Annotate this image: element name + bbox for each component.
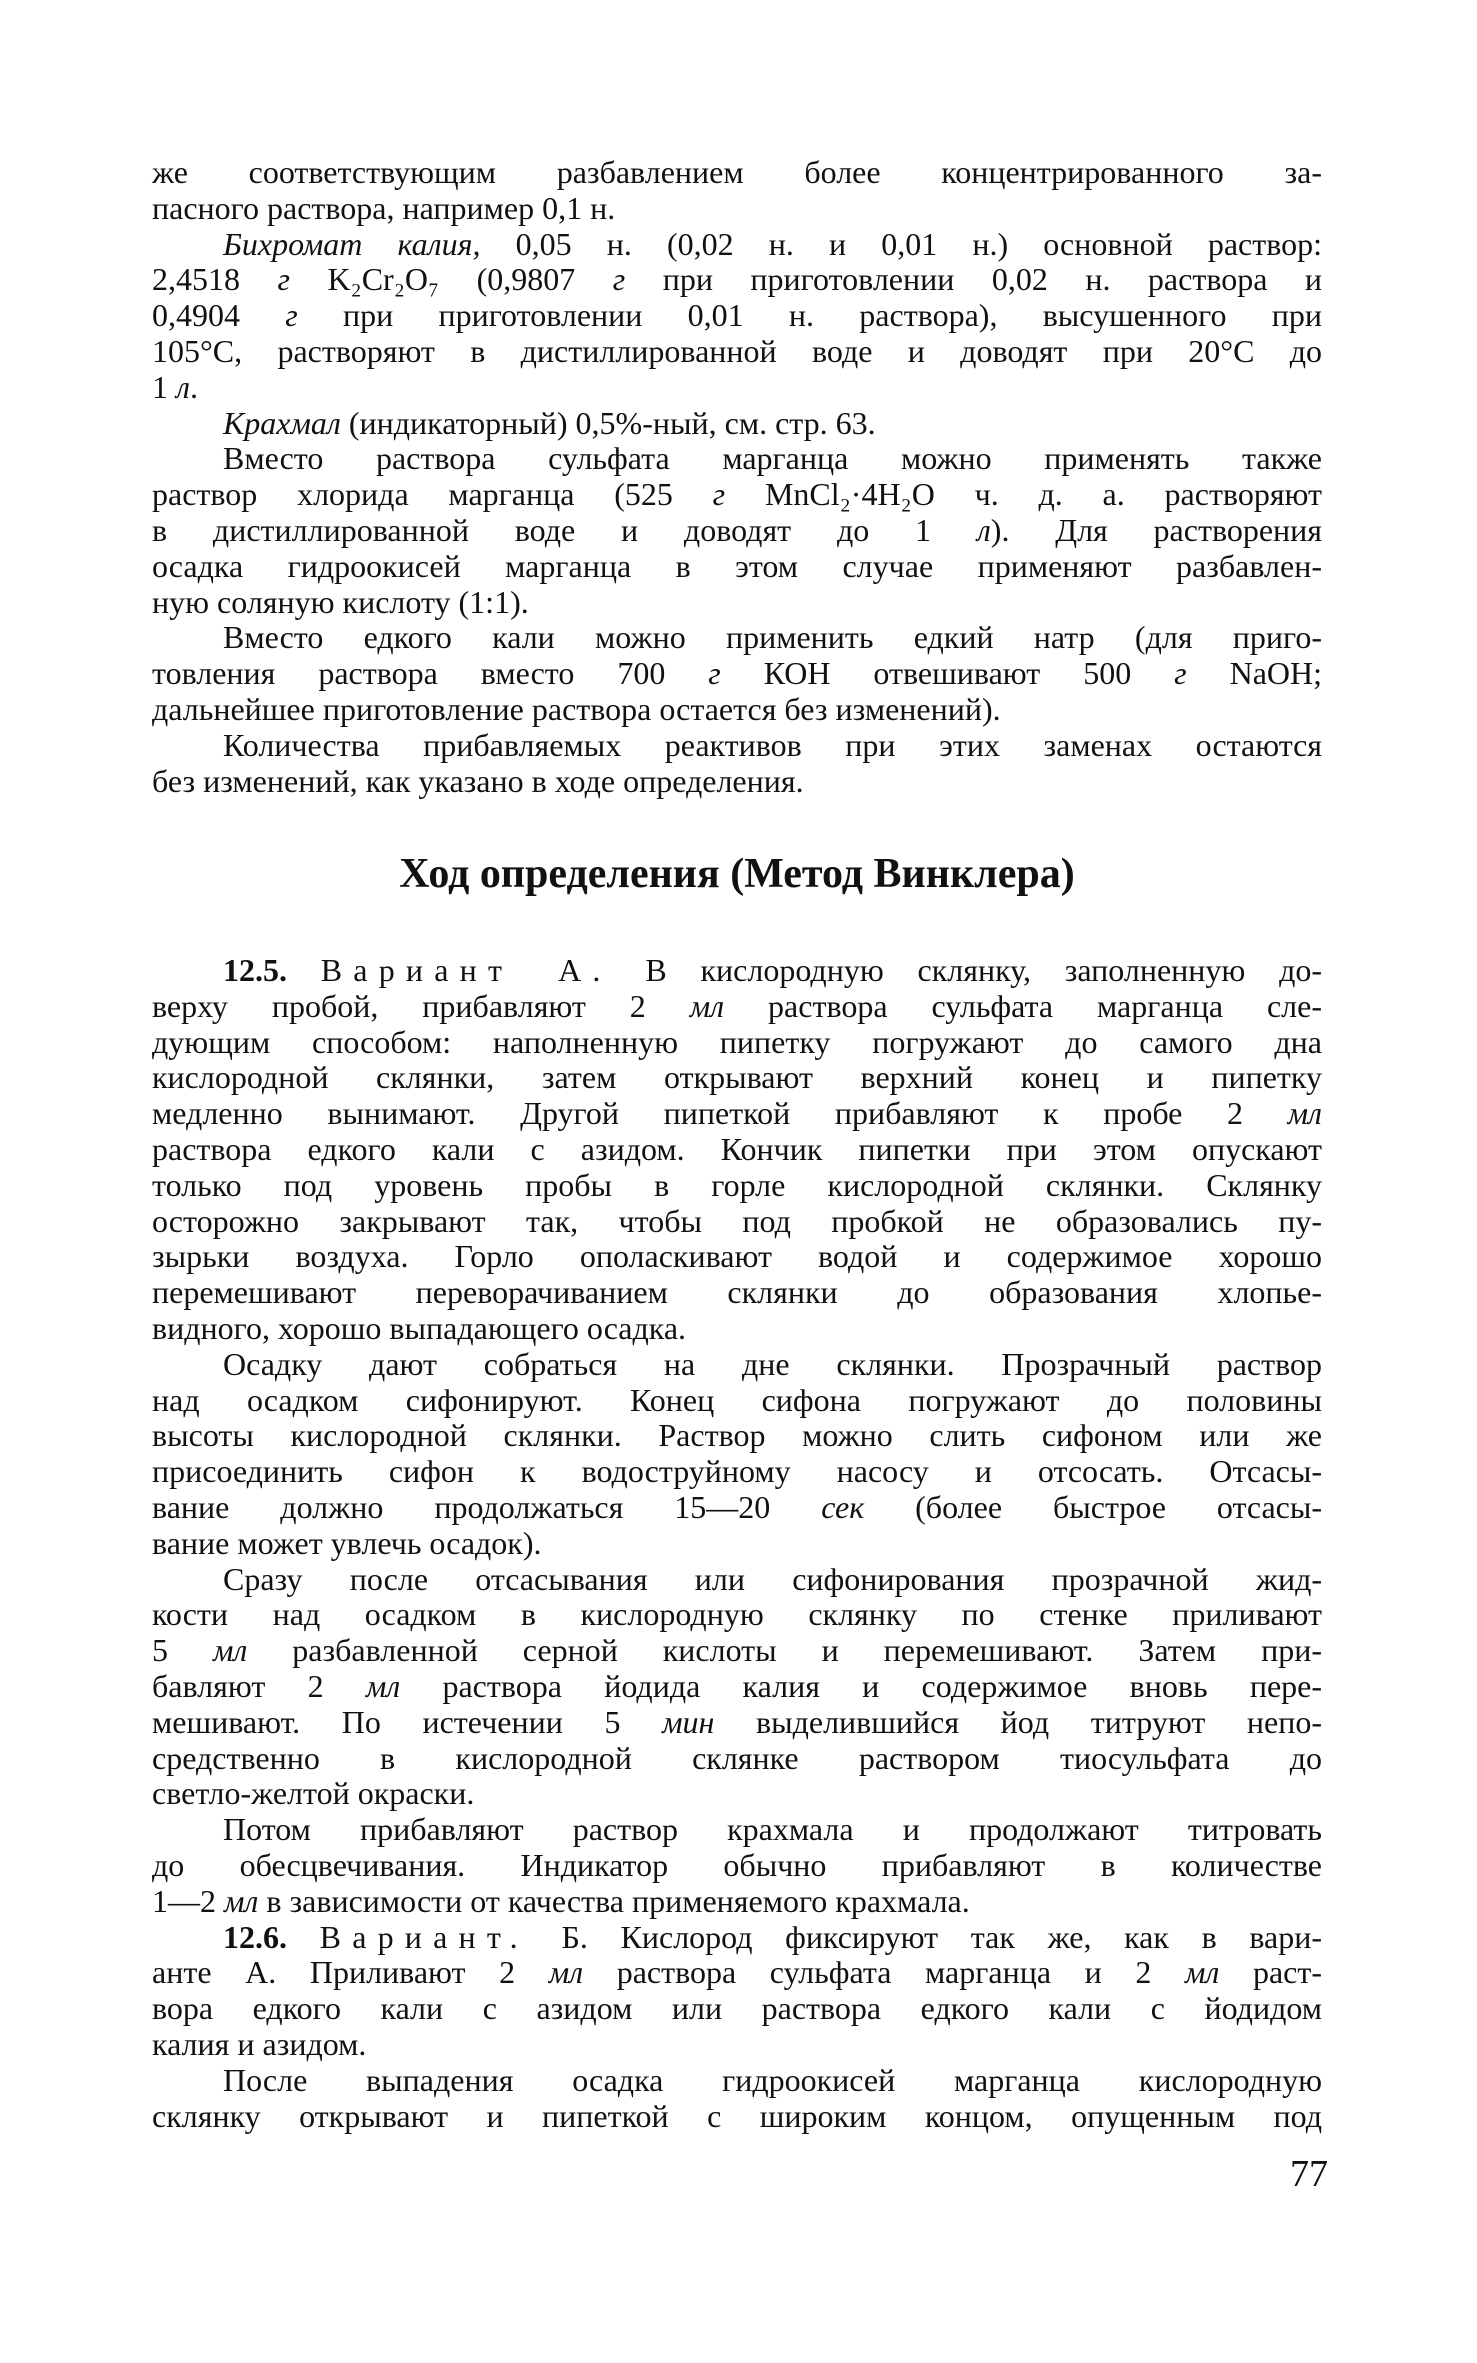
text-run: дующим способом: наполненную пипетку погружают до самого дна	[152, 1023, 1322, 1060]
text-line	[152, 1347, 1322, 1383]
text-line	[152, 334, 1322, 370]
text-run: осадка гидроокисей марганца в этом случае применяют разбавлен-	[152, 547, 1322, 584]
text-run: калия и азидом.	[152, 2025, 367, 2062]
text-run: После выпадения осадка гидроокисей марганца кислородную	[223, 2061, 1322, 2098]
text-run: видного, хорошо выпадающего осадка.	[152, 1309, 687, 1346]
text-run: Количества прибавляемых реактивов при этих заменах остаются	[223, 726, 1322, 763]
text-run: верху пробой, прибавляют 2	[152, 987, 690, 1024]
text-run: раст-	[1219, 1954, 1323, 1991]
section-heading: Ход определения (Метод Винклера)	[399, 851, 1075, 897]
text-run: без изменений, как указано в ходе определения.	[152, 762, 804, 799]
text-line	[152, 477, 1322, 513]
section-number: 12.6.	[223, 1918, 287, 1955]
text-run: 5	[152, 1632, 213, 1669]
italic-text: г	[612, 261, 626, 298]
text-line	[152, 1597, 1322, 1633]
italic-text: сек	[821, 1488, 865, 1525]
text-line	[152, 1025, 1322, 1061]
text-run: выделившийся йод титруют непо-	[714, 1703, 1323, 1740]
text-line	[152, 1633, 1322, 1669]
text-run: В кислородную склянку, заполненную до-	[611, 952, 1322, 988]
text-run: товления раствора вместо 700	[152, 655, 709, 692]
text-line	[152, 1741, 1322, 1777]
italic-text: г	[1174, 655, 1187, 692]
text-run: ). Для растворения	[990, 511, 1322, 548]
text-line	[152, 1812, 1322, 1848]
italic-text: мл	[1184, 1954, 1220, 1991]
text-line	[152, 370, 1322, 406]
procedure-text-section	[152, 953, 1322, 2134]
text-run: 2,4518	[152, 261, 278, 298]
text-run: раствора сульфата марганца сле-	[724, 987, 1323, 1024]
italic-text: л	[976, 511, 991, 548]
text-run: при приготовлении 0,02 н. раствора и	[625, 261, 1323, 298]
text-line	[152, 692, 1322, 728]
text-run: до обесцвечивания. Индикатор обычно прибавляют в количестве	[152, 1846, 1322, 1883]
text-run: .	[189, 368, 198, 405]
text-run: медленно вынимают. Другой пипеткой прибавляют к пробе 2	[152, 1095, 1288, 1132]
text-run	[287, 1919, 320, 1955]
text-run: склянку открывают и пипеткой с широким концом, опущенным под	[152, 2097, 1322, 2134]
text-run: перемешивают переворачиванием склянки до образования хлопье-	[152, 1274, 1322, 1311]
text-run: вание должно продолжаться 15—20	[152, 1488, 822, 1525]
italic-text: мл	[1287, 1095, 1322, 1132]
text-line	[152, 989, 1322, 1025]
text-run: только под уровень пробы в горле кислородной склянки. Склянку	[152, 1166, 1322, 1203]
text-run: 0,05 н. (0,02 н. и 0,01 н.) основной раствор:	[480, 225, 1323, 262]
text-line	[152, 728, 1322, 764]
italic-text: мл	[212, 1632, 248, 1669]
text-line	[152, 262, 1322, 298]
text-line	[152, 1239, 1322, 1275]
spaced-text: Вариант А.	[320, 952, 612, 988]
text-run: 105°С, растворяют в дистиллированной воде и доводят при 20°С до	[152, 332, 1322, 369]
text-run	[287, 952, 321, 988]
text-run: светло-желтой окраски.	[152, 1775, 475, 1812]
text-line	[152, 764, 1322, 800]
text-run: 1	[152, 368, 176, 405]
text-line	[152, 406, 1322, 442]
text-run: осторожно закрывают так, чтобы под пробкой не образовались пу-	[152, 1202, 1322, 1239]
italic-text: мл	[224, 1882, 259, 1919]
text-run: MnCl₂·4H₂O ч. д. а. растворяют	[725, 476, 1323, 513]
text-line	[152, 1991, 1322, 2027]
text-line	[152, 191, 1322, 227]
italic-text: г	[708, 655, 721, 692]
text-run: бавляют 2	[152, 1667, 366, 1704]
text-line	[152, 1311, 1322, 1347]
text-line	[152, 1096, 1322, 1132]
text-line	[152, 549, 1322, 585]
text-line	[152, 620, 1322, 656]
text-line	[152, 585, 1322, 621]
text-line	[152, 1884, 1322, 1920]
text-line	[152, 1060, 1322, 1096]
text-run: КОН отвешивают 500	[720, 655, 1175, 692]
text-run: (более быстрое отсасы-	[864, 1488, 1322, 1525]
text-run: в дистиллированной воде и доводят до 1	[152, 511, 977, 548]
text-run: NaOH;	[1186, 655, 1322, 692]
text-line	[152, 1418, 1322, 1454]
text-run: вора едкого кали с азидом или раствора едкого кали с йодидом	[152, 1990, 1322, 2027]
italic-text: мл	[689, 987, 725, 1024]
text-run: раствора йодида калия и содержимое вновь пере-	[400, 1667, 1323, 1704]
text-line	[152, 155, 1322, 191]
text-line	[152, 1132, 1322, 1168]
italic-text: мин	[662, 1703, 715, 1740]
text-run: вание может увлечь осадок).	[152, 1524, 542, 1561]
text-line	[152, 1776, 1322, 1812]
section-number: 12.5.	[223, 952, 287, 988]
text-run: Б. Кислород фиксируют так же, как в вари-	[528, 1918, 1323, 1955]
text-run: ную соляную кислоту (1:1).	[152, 583, 529, 620]
text-line	[152, 227, 1322, 263]
italic-text: л	[176, 368, 190, 405]
text-line	[152, 1454, 1322, 1490]
text-run: Потом прибавляют раствор крахмала и продолжают титровать	[223, 1811, 1322, 1848]
text-line	[152, 2099, 1322, 2135]
text-run: присоединить сифон к водоструйному насосу и отсосать. Отсасы-	[152, 1453, 1322, 1490]
text-line	[152, 1562, 1322, 1598]
text-run: над осадком сифонируют. Конец сифона погружают до половины	[152, 1381, 1322, 1418]
text-run: (индикаторный) 0,5%-ный, см. стр. 63.	[340, 404, 876, 441]
text-line	[152, 1955, 1322, 1991]
text-line	[152, 1669, 1322, 1705]
text-run: кости над осадком в кислородную склянку по стенке приливают	[152, 1596, 1322, 1633]
text-run: Вместо едкого кали можно применить едкий натр (для приго-	[223, 619, 1322, 656]
text-run: анте А. Приливают 2	[152, 1954, 549, 1991]
text-line	[152, 1168, 1322, 1204]
text-run: Сразу после отсасывания или сифонирования прозрачной жид-	[223, 1560, 1322, 1597]
text-line	[152, 1920, 1322, 1956]
text-run: Осадку дают собраться на дне склянки. Прозрачный раствор	[223, 1345, 1322, 1382]
text-run: зырьки воздуха. Горло ополаскивают водой и содержимое хорошо	[152, 1238, 1322, 1275]
text-line	[152, 1848, 1322, 1884]
text-run: K₂Cr₂O₇ (0,9807	[289, 261, 613, 298]
text-run: раствор хлорида марганца (525	[152, 476, 713, 513]
text-line	[152, 2063, 1322, 2099]
text-run: разбавленной серной кислоты и перемешивают. Затем при-	[247, 1632, 1323, 1669]
italic-text: мл	[365, 1667, 401, 1704]
text-line	[152, 1383, 1322, 1419]
text-run: кислородной склянки, затем открывают верхний конец и пипетку	[152, 1059, 1322, 1096]
text-line	[152, 953, 1322, 989]
italic-text: мл	[548, 1954, 584, 1991]
text-line	[152, 1705, 1322, 1741]
reagents-text-section	[152, 155, 1322, 799]
text-run: высоты кислородной склянки. Раствор можно слить сифоном или же	[152, 1417, 1322, 1454]
text-line	[152, 513, 1322, 549]
text-run: же соответствующим разбавлением более концентрированного за-	[152, 154, 1322, 190]
text-line	[152, 441, 1322, 477]
text-line	[152, 1526, 1322, 1562]
italic-text: Крахмал	[223, 404, 341, 441]
spaced-text: Вариант.	[319, 1918, 529, 1955]
text-run: при приготовлении 0,01 н. раствора), высушенного при	[297, 297, 1323, 334]
text-run: 0,4904	[152, 297, 286, 334]
text-run: пасного раствора, например 0,1 н.	[152, 189, 616, 226]
text-run: средственно в кислородной склянке раствором тиосульфата до	[152, 1739, 1322, 1776]
italic-text: г	[285, 297, 298, 334]
text-line	[152, 2027, 1322, 2063]
text-run: в зависимости от качества применяемого крахмала.	[258, 1882, 970, 1919]
text-run: Вместо раствора сульфата марганца можно применять также	[223, 440, 1322, 477]
text-line	[152, 1275, 1322, 1311]
text-run: раствора едкого кали с азидом. Кончик пипетки при этом опускают	[152, 1130, 1322, 1167]
text-line	[152, 656, 1322, 692]
text-run: раствора сульфата марганца и 2	[583, 1954, 1185, 1991]
italic-text: г	[277, 261, 290, 298]
text-line	[152, 1490, 1322, 1526]
text-run: дальнейшее приготовление раствора остается без изменений).	[152, 690, 1001, 727]
text-run: 1—2	[152, 1882, 224, 1919]
text-run: мешивают. По истечении 5	[152, 1703, 663, 1740]
italic-text: г	[712, 476, 726, 513]
text-line	[152, 1204, 1322, 1240]
italic-text: Бихромат калия,	[223, 225, 481, 262]
page-number: 77	[1290, 2153, 1328, 2195]
text-line	[152, 298, 1322, 334]
